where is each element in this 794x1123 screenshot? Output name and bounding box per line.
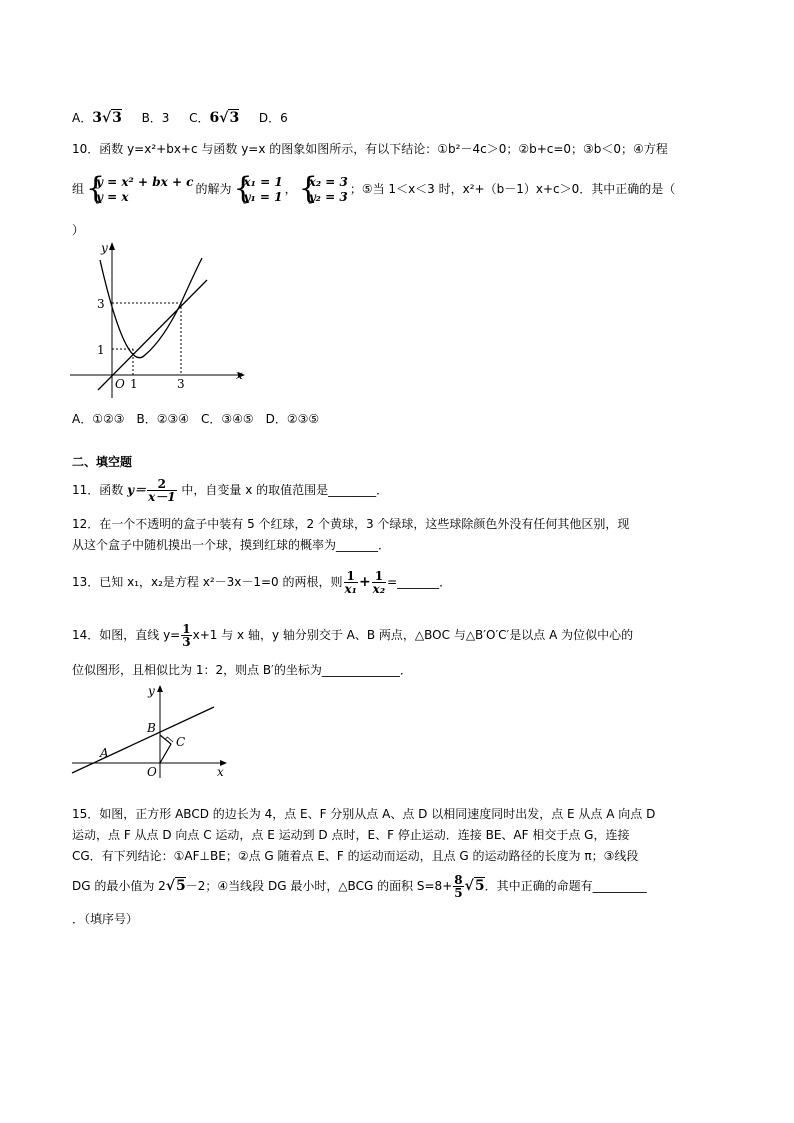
q12-line1: 12．在一个不透明的盒子中装有 5 个红球，2 个黄球，3 个绿球，这些球除颜色外没有任何其他区别，现: [72, 517, 630, 531]
q15-rad2: 5: [474, 878, 485, 894]
q10-system: [86, 170, 194, 206]
q10-sol1-row2: y₁ = 1: [243, 189, 283, 204]
q9-option-b: B．3: [141, 111, 170, 125]
brace-icon: {: [86, 170, 106, 206]
q10-sol2-row2: y₂ = 3: [308, 189, 348, 204]
q11-lhs: y＝: [127, 483, 147, 497]
q10-graph: [70, 238, 250, 403]
q15-line4: [72, 868, 647, 904]
q14-line1-rest: x+1 与 x 轴，y 轴分别交于 A、B 两点，△BOC 与△B′O′C′是以点 A 为位似中心的: [192, 628, 634, 642]
q10-close-paren: ）: [72, 223, 85, 237]
q14-label-b: B: [147, 721, 156, 735]
q14-label-c: C: [176, 735, 186, 749]
q11-den: x－1: [148, 490, 176, 504]
q12-line2: 从这个盒子中随机摸出一个球，摸到红球的概率为_______．: [72, 538, 391, 552]
q13-den2: x₂: [372, 582, 386, 596]
arrow-icon: [109, 242, 115, 250]
q15-num: 8: [454, 873, 463, 887]
q14-fraction: [181, 623, 191, 648]
q10-solution-text: 的解为: [195, 182, 232, 196]
q15-rad1: 5: [176, 878, 186, 894]
q11-prefix: 11．函数: [72, 483, 128, 497]
radical-icon: √: [165, 878, 176, 894]
q10-line1: 10．函数 y=x²+bx+c 与函数 y=x 的图象如图所示，有以下结论：①b²－4c＞0；②b+c=0；③b＜0；④方程: [72, 142, 668, 156]
q9-option-c-rad: 3: [229, 110, 240, 126]
q15-line4-c: ．其中正确的命题有_________: [484, 879, 647, 893]
q14-prefix: 14．如图，直线 y=: [72, 628, 181, 642]
q13-fraction-2: [372, 570, 386, 595]
q13-prefix: 13．已知 x₁，x₂是方程 x²－3x－1=0 的两根，则: [72, 575, 343, 589]
radical-icon: √: [464, 878, 474, 894]
q15-line2: 运动，点 F 从点 D 向点 C 运动，点 E 运动到 D 点时，E、F 停止运动．连接 BE、AF 相交于点 G，连接: [72, 828, 630, 842]
q10-label-y3: 3: [97, 297, 105, 311]
brace-icon: {: [233, 170, 253, 206]
brace-icon: {: [298, 170, 318, 206]
q10-label-y: y: [101, 241, 108, 255]
radical-icon: √: [219, 110, 229, 126]
q9-option-a-coef: 3: [92, 110, 102, 126]
q14-label-y: y: [148, 684, 155, 698]
q15-line1: 15．如图，正方形 ABCD 的边长为 4，点 E、F 分别从点 A、点 D 以相同速度同时出发，点 E 从点 A 向点 D: [72, 807, 656, 821]
q11-fraction: [147, 478, 177, 503]
q13-line: [72, 567, 451, 597]
q15-den: 5: [454, 886, 463, 900]
q14-den: 3: [182, 635, 191, 649]
q9-option-d: D．6: [258, 111, 288, 125]
q15-line4-a: DG 的最小值为 2: [72, 879, 166, 893]
q9-option-a-rad: 3: [112, 110, 122, 126]
q10-sol1-row1: x₁ = 1: [243, 174, 283, 189]
q14-label-o: O: [147, 765, 157, 779]
q10-line2: 组 { y = x² + bx + c y = x 的解为 { x₁ = 1 y₁ = 1 ， { x₂ = 3 y₂ = 3 ；⑤当 1＜x＜3 时，x²+（b－1）x+c＞0．其中正确的是（: [72, 170, 676, 206]
q15-fraction: [453, 874, 463, 899]
q10-solution-1: [233, 170, 283, 206]
q13-num1: 1: [346, 569, 355, 583]
q15-line5: ．（填序号）: [72, 912, 139, 926]
q15-line4-b: －2；④当线段 DG 最小时，△BCG 的面积 S=8+: [185, 879, 453, 893]
q14-label-x: x: [217, 765, 224, 779]
q10-parabola: [100, 258, 202, 358]
q13-den1: x₁: [344, 582, 357, 596]
section2-title: 二、填空题: [72, 455, 133, 469]
q14-line1: [72, 620, 633, 650]
q9-option-c-label: C．: [189, 111, 210, 125]
q10-system-eq1: y = x² + bx + c: [96, 174, 194, 189]
q10-label-x1: 1: [130, 377, 138, 391]
q10-options: A．①②③ B．②③④ C．③④⑤ D．②③⑤: [72, 412, 320, 426]
q10-label-x: x: [236, 368, 243, 382]
q14-label-a: A: [100, 746, 109, 760]
arrow-icon: [157, 685, 163, 692]
q10-system-eq2: y = x: [96, 189, 129, 204]
q10-solution-2: [298, 170, 348, 206]
q14-num: 1: [182, 622, 191, 636]
q13-num2: 1: [374, 569, 384, 583]
q10-sol2-row1: x₂ = 3: [308, 174, 348, 189]
q9-option-c-coef: 6: [209, 110, 220, 126]
q14-line2: 位似图形，且相似比为 1：2，则点 B′的坐标为_____________．: [72, 663, 412, 677]
radical-icon: √: [101, 110, 112, 126]
q10-label-y1: 1: [97, 343, 105, 357]
q13-plus: +: [358, 574, 371, 590]
q9-option-a-label: A．: [72, 111, 93, 125]
q10-line-y-eq-x: [98, 280, 207, 390]
q11-line: [72, 476, 388, 504]
q9-options: [72, 110, 288, 126]
q13-suffix: =_______．: [387, 575, 452, 589]
q11-num: 2: [157, 477, 167, 491]
q10-tail: ；⑤当 1＜x＜3 时，x²+（b－1）x+c＞0．其中正确的是（: [349, 182, 676, 196]
q15-line3: CG．有下列结论：①AF⊥BE；②点 G 随着点 E、F 的运动而运动，且点 G 的运动路径的长度为 π；③线段: [72, 849, 639, 863]
q10-group-label: 组: [72, 182, 85, 196]
q14-graph: [70, 680, 230, 780]
q10-label-x3: 3: [177, 377, 185, 391]
q11-suffix: 中，自变量 x 的取值范围是________．: [177, 483, 389, 497]
q13-fraction-1: [344, 570, 358, 595]
q10-label-origin: O: [115, 377, 125, 391]
